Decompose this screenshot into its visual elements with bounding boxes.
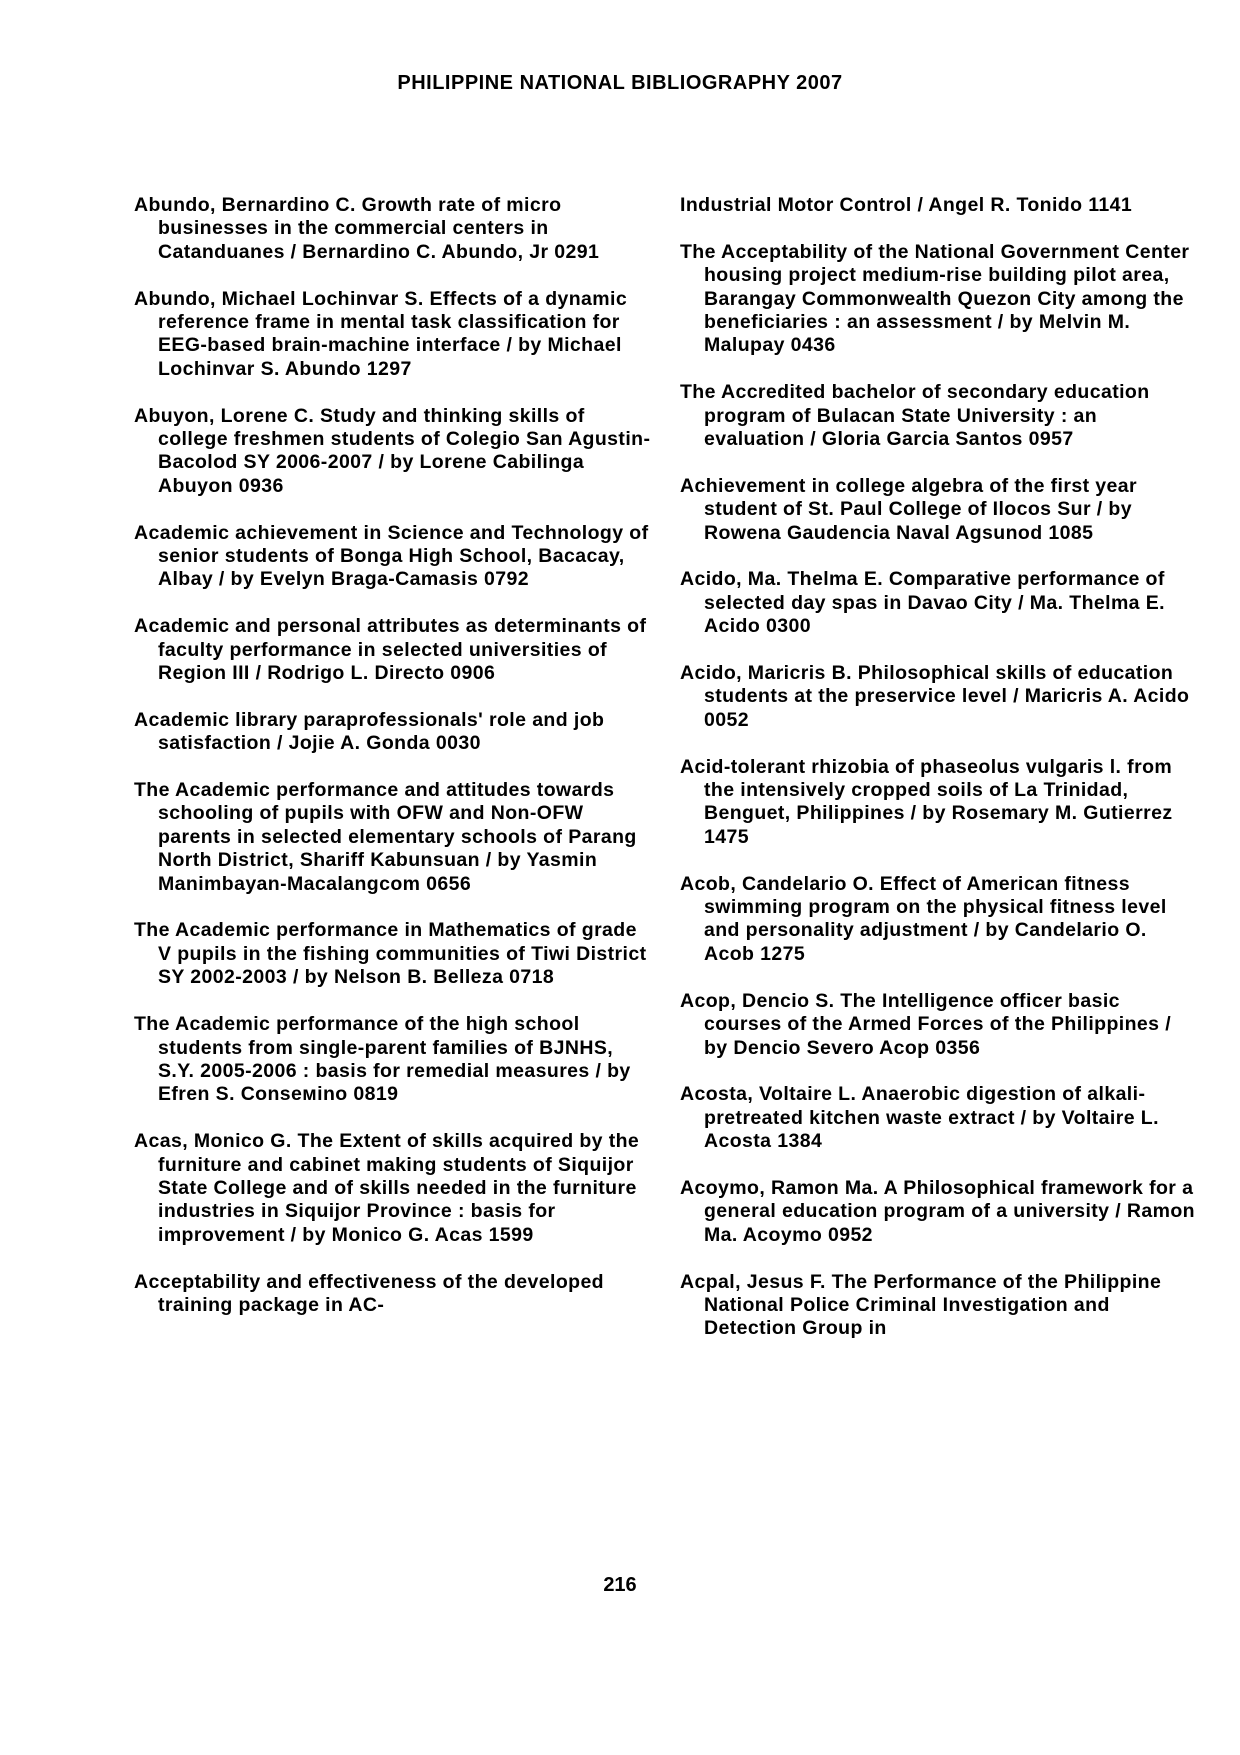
right-column bbox=[680, 194, 1200, 1341]
bibliography-entry: Acoymo, Ramon Ma. A Philosophical framework for a general education program of a university / Ramon Ma. Acoymo 0952 bbox=[680, 1176, 1195, 1246]
bibliography-entry: Acop, Dencio S. The Intelligence officer basic courses of the Armed Forces of the Philippines / by Dencio Severo Acop 0356 bbox=[680, 989, 1172, 1059]
bibliography-entry: Abundo, Bernardino C. Growth rate of micro businesses in the commercial centers in Catanduanes / Bernardino C. Abundo, Jr 0291 bbox=[134, 194, 600, 263]
bibliography-entry: The Academic performance in Mathematics of grade V pupils in the fishing communities of Tiwi District SY 2002-2003 / by Nelson B. Belleza 0718 bbox=[134, 919, 647, 989]
bibliography-entry: Academic library paraprofessionals' role and job satisfaction / Jojie A. Gonda 0030 bbox=[134, 708, 605, 755]
bibliography-entry: The Acceptability of the National Government Center housing project medium-rise building pilot area, Barangay Commonwealth Quezon City among the beneficiaries : an assessment / by Melvin M. Malupay 0436 bbox=[680, 240, 1190, 357]
bibliography-entry: The Academic performance of the high school students from single-parent families of BJNHS, S.Y. 2005-2006 : basis for remedial measures / by Efren S. Conseмino 0819 bbox=[134, 1013, 631, 1106]
bibliography-entry: Abundo, Michael Lochinvar S. Effects of a dynamic reference frame in mental task classification for EEG-based brain-machine interface / by Michael Lochinvar S. Abundo 1297 bbox=[134, 287, 628, 380]
bibliography-entry: The Accredited bachelor of secondary education program of Bulacan State University : an evaluation / Gloria Garcia Santos 0957 bbox=[680, 381, 1150, 451]
page-header: PHILIPPINE NATIONAL BIBLIOGRAPHY 2007 bbox=[397, 72, 843, 94]
bibliography-entry: Achievement in college algebra of the first year student of St. Paul College of Ilocos Sur / by Rowena Gaudencia Naval Agsunod 1085 bbox=[680, 474, 1138, 544]
bibliography-entry: Acosta, Voltaire L. Anaerobic digestion of alkali-pretreated kitchen waste extract / by Voltaire L. Acosta 1384 bbox=[680, 1083, 1159, 1153]
bibliography-entry: Abuyon, Lorene C. Study and thinking skills of college freshmen students of Colegio San Agustin-Bacolod SY 2006-2007 / by Lorene Cabilinga Abuyon 0936 bbox=[134, 404, 651, 497]
page-number: 216 bbox=[603, 1574, 637, 1596]
bibliography-entry: Acpal, Jesus F. The Performance of the Philippine National Police Criminal Investigation and Detection Group in bbox=[680, 1270, 1162, 1340]
bibliography-entry: Acob, Candelario O. Effect of American fitness swimming program on the physical fitness level and personality adjustment / by Candelario O. Acob 1275 bbox=[680, 872, 1167, 965]
bibliography-entry: Academic and personal attributes as determinants of faculty performance in selected universities of Region III / Rodrigo L. Directo 0906 bbox=[134, 615, 647, 685]
bibliography-entry: The Academic performance and attitudes towards schooling of pupils with OFW and Non-OFW parents in selected elementary schools of Parang North District, Shariff Kabunsuan / by Yasmin Manimbayan-Macalangcom 0656 bbox=[134, 779, 637, 895]
bibliography-entry: Acido, Maricris B. Philosophical skills of education students at the preservice level / Maricris A. Acido 0052 bbox=[680, 662, 1190, 731]
bibliography-entry: Acido, Ma. Thelma E. Comparative performance of selected day spas in Davao City / Ma. Thelma E. Acido 0300 bbox=[680, 568, 1165, 638]
bibliography-entry: Industrial Motor Control / Angel R. Tonido 1141 bbox=[680, 194, 1133, 216]
bibliography-entry: Acas, Monico G. The Extent of skills acquired by the furniture and cabinet making students of Siquijor State College and of skills needed in the furniture industries in Siquijor Province : basis for improvement / by Monico G. Acas 1599 bbox=[134, 1130, 640, 1246]
bibliography-entry: Academic achievement in Science and Technology of senior students of Bonga High School, Bacacay, Albay / by Evelyn Braga-Camasis 0792 bbox=[134, 521, 649, 591]
left-column bbox=[134, 194, 654, 1317]
bibliography-entry: Acceptability and effectiveness of the developed training package in AC- bbox=[134, 1270, 604, 1316]
bibliography-entry: Acid-tolerant rhizobia of phaseolus vulgaris l. from the intensively cropped soils of La Trinidad, Benguet, Philippines / by Rosemary M. Gutierrez 1475 bbox=[680, 755, 1173, 848]
